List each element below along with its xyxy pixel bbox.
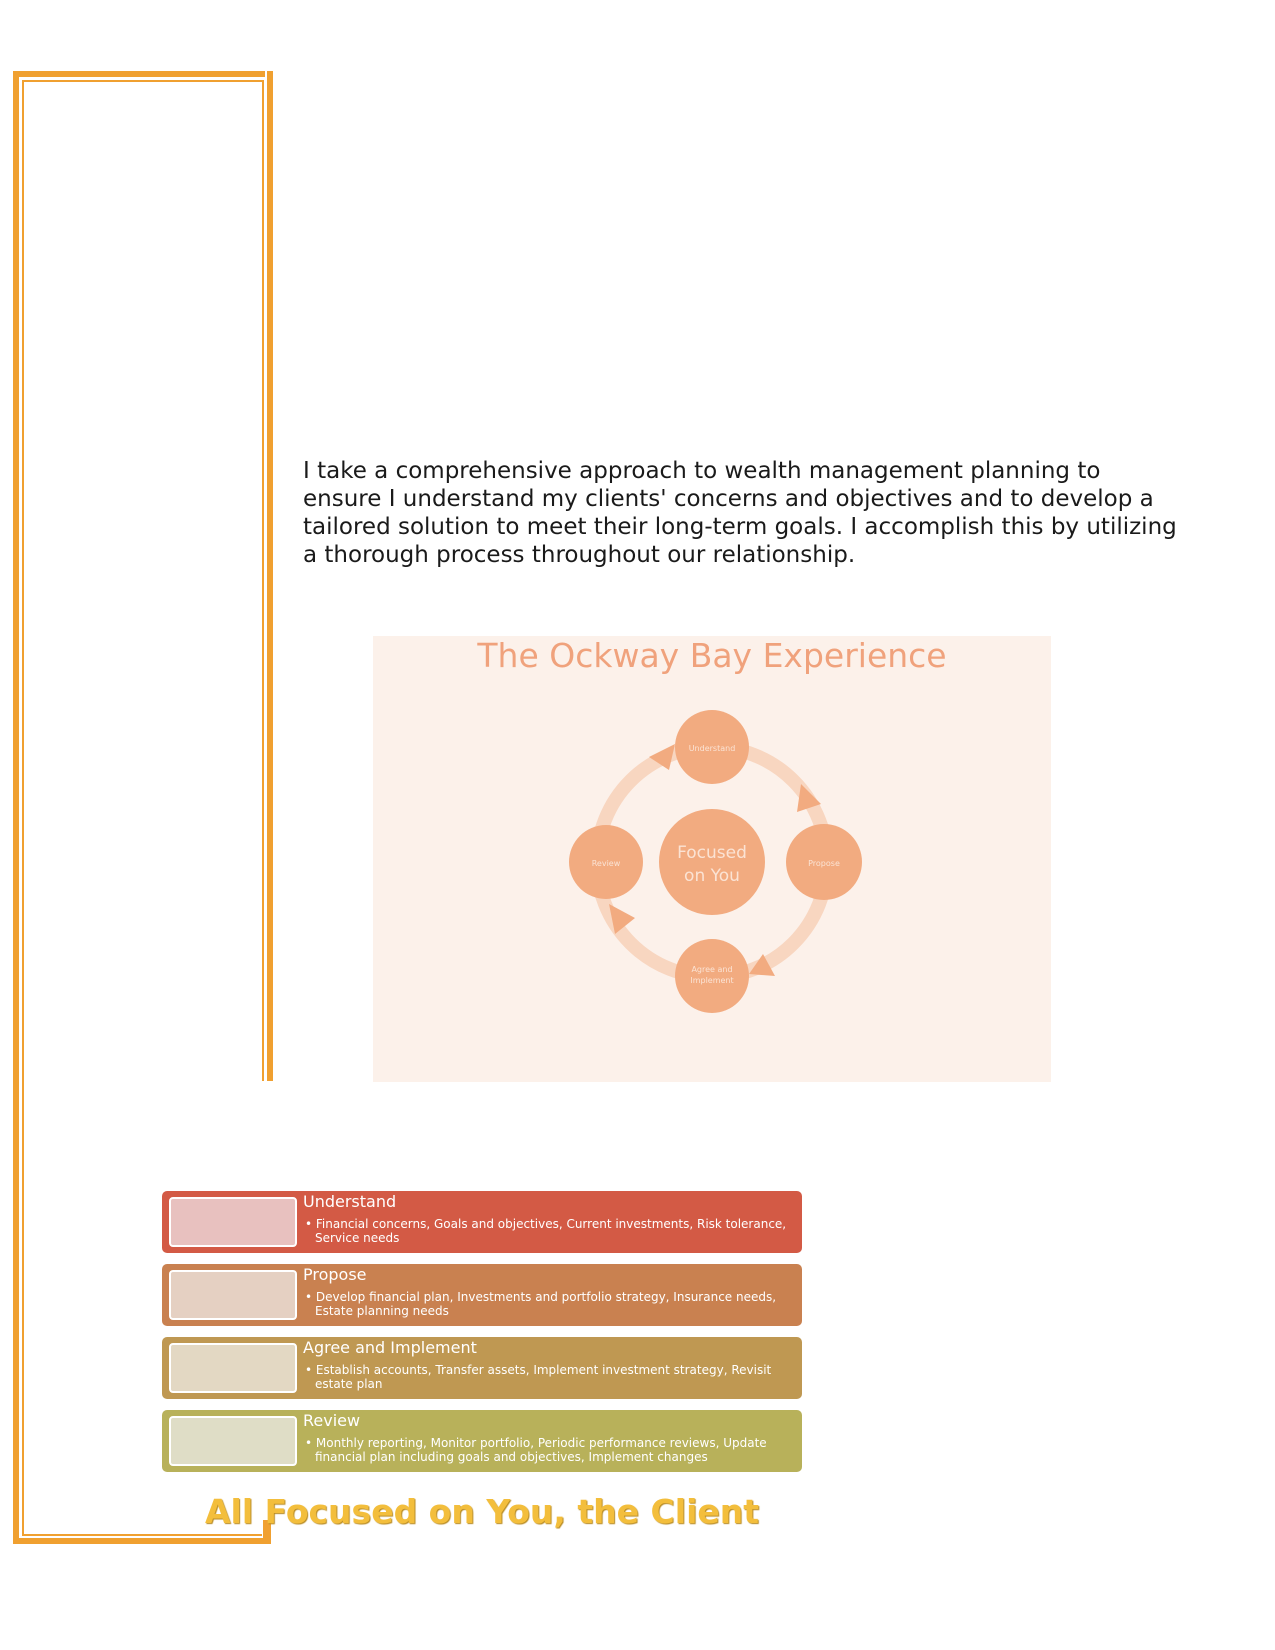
process-row-box: [169, 1343, 297, 1393]
node-label-propose: Propose: [808, 859, 840, 868]
node-label-understand: Understand: [688, 744, 736, 753]
decorative-frame-right-edge: [267, 71, 273, 1081]
process-row: [162, 1191, 802, 1253]
process-row-title: Understand: [303, 1192, 397, 1211]
node-label-review: Review: [591, 859, 621, 868]
process-row-desc: • Develop financial plan, Investments and portfolio strategy, Insurance needs, Estate planning needs: [305, 1290, 777, 1318]
process-row-desc: • Financial concerns, Goals and objectives, Current investments, Risk tolerance, Service needs: [305, 1217, 787, 1245]
process-row: [162, 1264, 802, 1326]
diagram-title: The Ockway Bay Experience: [477, 636, 947, 675]
process-row-box: [169, 1416, 297, 1466]
process-row-box: [169, 1270, 297, 1320]
decorative-frame-right-inner-edge: [262, 80, 264, 1081]
process-list: [162, 1191, 802, 1483]
center-label-line2: on You: [684, 866, 740, 886]
center-label-line1: Focused: [677, 843, 747, 863]
process-row-desc: • Establish accounts, Transfer assets, Implement investment strategy, Revisit estate plan: [305, 1363, 772, 1391]
cycle-diagram: [373, 636, 1051, 1082]
process-row-title: Propose: [303, 1265, 367, 1284]
tagline: All Focused on You, the Client: [204, 1492, 760, 1531]
node-label-implement: Implement: [690, 976, 734, 985]
node-label-agree: Agree and: [691, 965, 733, 974]
intro-paragraph: I take a comprehensive approach to wealth management planning to ensure I understand my clients' concerns and objectives and to develop a tailored solution to meet their long-term goals. I accomplish this by utilizing a thorough process throughout our relationship.: [303, 458, 1177, 568]
process-row-title: Review: [303, 1411, 361, 1430]
process-row-title: Agree and Implement: [303, 1338, 477, 1357]
cycle-diagram-graphic: [373, 636, 1051, 1082]
process-row: [162, 1410, 802, 1472]
process-row-box: [169, 1197, 297, 1247]
process-row: [162, 1337, 802, 1399]
process-row-desc: • Monthly reporting, Monitor portfolio, Periodic performance reviews, Update financial plan including goals and objectives, Implement changes: [305, 1436, 767, 1464]
